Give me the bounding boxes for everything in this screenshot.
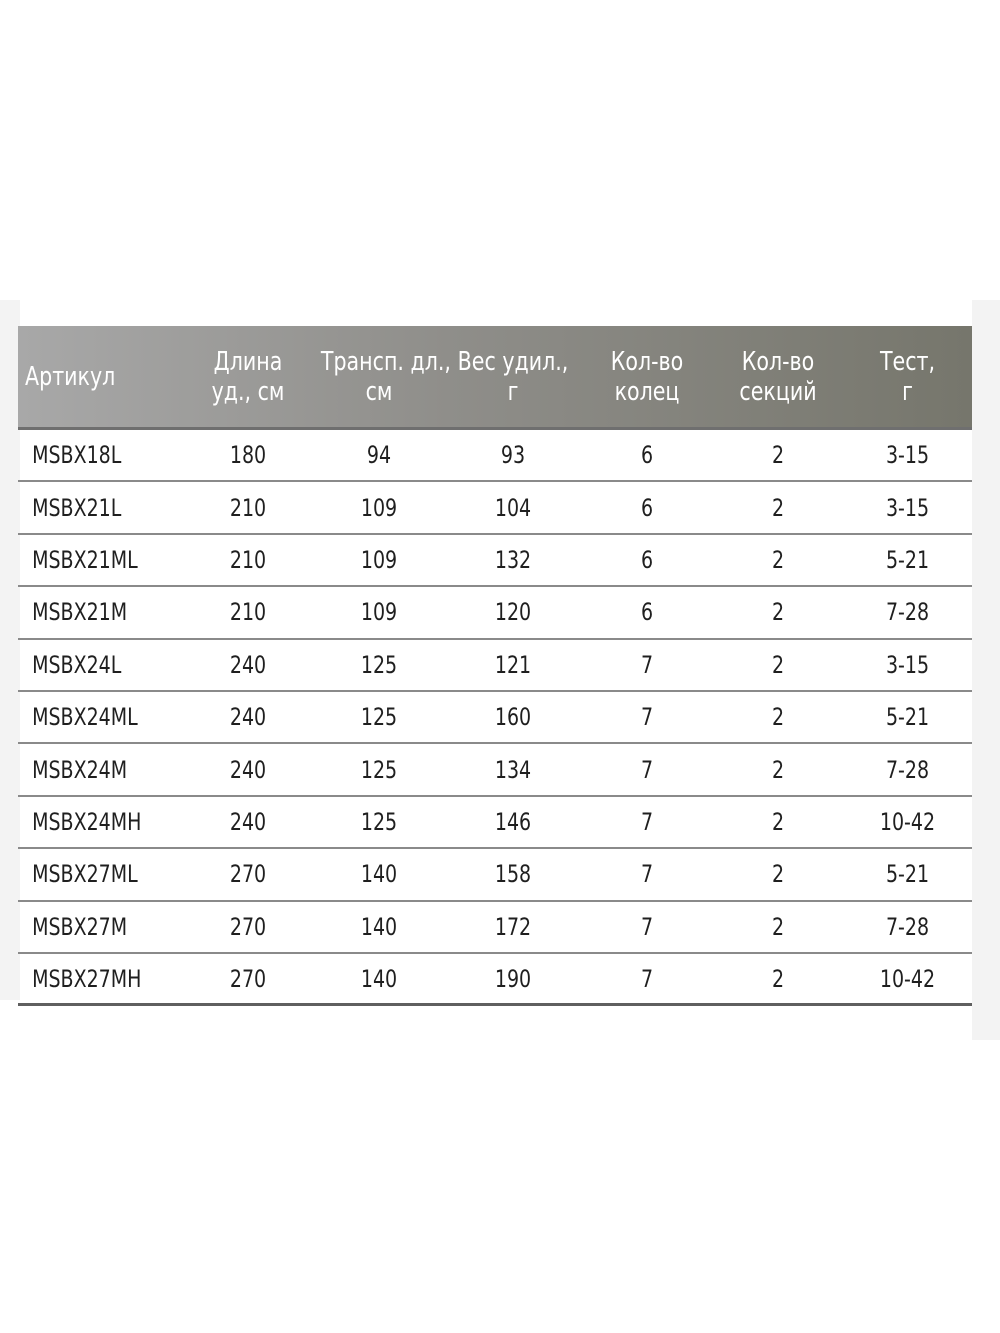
cell-sections: 2 — [771, 493, 785, 522]
cell-article: MSBX24MH — [32, 807, 142, 836]
cell-article: MSBX24M — [32, 755, 128, 784]
cell-length: 270 — [229, 912, 267, 941]
cell-length: 180 — [229, 441, 267, 470]
cell-test: 3-15 — [885, 493, 930, 522]
table-row — [18, 902, 972, 954]
cell-weight: 93 — [500, 441, 526, 470]
cell-length: 240 — [229, 650, 267, 679]
cell-sections: 2 — [771, 703, 785, 732]
header-rings — [589, 347, 705, 407]
background-stripe-right — [972, 300, 1000, 1040]
header-transport-length-line1: Трансп. дл., — [320, 346, 451, 377]
table-row — [18, 535, 972, 587]
cell-test: 10-42 — [879, 807, 936, 836]
cell-rings: 6 — [640, 493, 654, 522]
header-article-label: Артикул — [25, 361, 116, 392]
header-transport-length-line2: см — [365, 376, 393, 407]
header-test-line2: г — [902, 376, 913, 407]
table-row — [18, 430, 972, 482]
cell-transport-length: 125 — [360, 650, 398, 679]
table-row — [18, 587, 972, 639]
cell-test: 10-42 — [879, 964, 936, 993]
cell-test: 5-21 — [885, 860, 930, 889]
cell-article: MSBX21ML — [32, 545, 138, 574]
header-sections-line1: Кол-во — [741, 346, 815, 377]
cell-test: 5-21 — [885, 703, 930, 732]
cell-weight: 158 — [494, 860, 532, 889]
cell-test: 3-15 — [885, 650, 930, 679]
table-row — [18, 640, 972, 692]
cell-sections: 2 — [771, 807, 785, 836]
cell-article: MSBX21M — [32, 598, 128, 627]
header-weight-line2: г — [507, 376, 519, 407]
cell-article: MSBX27ML — [32, 860, 138, 889]
cell-test: 7-28 — [885, 912, 930, 941]
cell-transport-length: 109 — [360, 545, 398, 574]
cell-article: MSBX27M — [32, 912, 128, 941]
table-body — [18, 430, 972, 1006]
cell-weight: 134 — [494, 755, 532, 784]
cell-test: 5-21 — [885, 545, 930, 574]
table-header — [18, 326, 972, 430]
header-rings-line1: Кол-во — [610, 346, 684, 377]
header-transport-length — [320, 346, 451, 407]
cell-weight: 120 — [494, 598, 532, 627]
cell-rings: 6 — [640, 598, 654, 627]
cell-test: 7-28 — [885, 598, 930, 627]
cell-sections: 2 — [771, 598, 785, 627]
cell-transport-length: 140 — [360, 860, 398, 889]
cell-weight: 132 — [494, 545, 532, 574]
cell-article: MSBX24ML — [32, 703, 138, 732]
header-article — [18, 362, 163, 392]
table-row — [18, 849, 972, 901]
header-rings-line2: колец — [614, 376, 680, 407]
cell-weight: 146 — [494, 807, 532, 836]
table-row — [18, 692, 972, 744]
cell-rings: 6 — [640, 441, 654, 470]
cell-sections: 2 — [771, 441, 785, 470]
cell-length: 240 — [229, 703, 267, 732]
cell-rings: 7 — [640, 755, 654, 784]
cell-length: 240 — [229, 807, 267, 836]
cell-test: 3-15 — [885, 441, 930, 470]
cell-length: 270 — [229, 860, 267, 889]
cell-article: MSBX24L — [32, 650, 122, 679]
cell-rings: 7 — [640, 912, 654, 941]
cell-article: MSBX21L — [32, 493, 122, 522]
cell-rings: 7 — [640, 860, 654, 889]
cell-transport-length: 125 — [360, 807, 398, 836]
cell-weight: 160 — [494, 703, 532, 732]
header-sections — [721, 347, 835, 407]
cell-weight: 172 — [494, 912, 532, 941]
header-weight — [453, 347, 573, 407]
cell-rings: 6 — [640, 545, 654, 574]
cell-sections: 2 — [771, 860, 785, 889]
cell-weight: 104 — [494, 493, 532, 522]
table-row — [18, 744, 972, 796]
table-row — [18, 482, 972, 534]
cell-length: 210 — [229, 545, 267, 574]
table-row — [18, 954, 972, 1006]
cell-transport-length: 140 — [360, 964, 398, 993]
cell-test: 7-28 — [885, 755, 930, 784]
table-row — [18, 797, 972, 849]
cell-transport-length: 109 — [360, 598, 398, 627]
cell-length: 210 — [229, 493, 267, 522]
cell-length: 210 — [229, 598, 267, 627]
cell-sections: 2 — [771, 755, 785, 784]
cell-rings: 7 — [640, 964, 654, 993]
background-stripe-left — [0, 300, 20, 1000]
cell-weight: 190 — [494, 964, 532, 993]
cell-transport-length: 94 — [366, 441, 392, 470]
header-length — [191, 347, 305, 407]
cell-transport-length: 140 — [360, 912, 398, 941]
cell-transport-length: 125 — [360, 755, 398, 784]
header-sections-line2: секций — [739, 376, 817, 407]
cell-article: MSBX18L — [32, 441, 122, 470]
spec-table — [18, 326, 972, 1006]
cell-transport-length: 125 — [360, 703, 398, 732]
cell-sections: 2 — [771, 964, 785, 993]
header-length-line1: Длина — [213, 346, 283, 377]
header-test-line1: Тест, — [879, 346, 936, 377]
cell-sections: 2 — [771, 545, 785, 574]
cell-length: 240 — [229, 755, 267, 784]
cell-sections: 2 — [771, 650, 785, 679]
cell-weight: 121 — [494, 650, 532, 679]
cell-transport-length: 109 — [360, 493, 398, 522]
header-length-line2: уд., см — [211, 376, 285, 407]
cell-article: MSBX27MH — [32, 964, 142, 993]
cell-rings: 7 — [640, 650, 654, 679]
cell-rings: 7 — [640, 703, 654, 732]
header-test — [851, 347, 965, 407]
cell-sections: 2 — [771, 912, 785, 941]
cell-length: 270 — [229, 964, 267, 993]
header-weight-line1: Вес удил., — [457, 346, 569, 377]
cell-rings: 7 — [640, 807, 654, 836]
